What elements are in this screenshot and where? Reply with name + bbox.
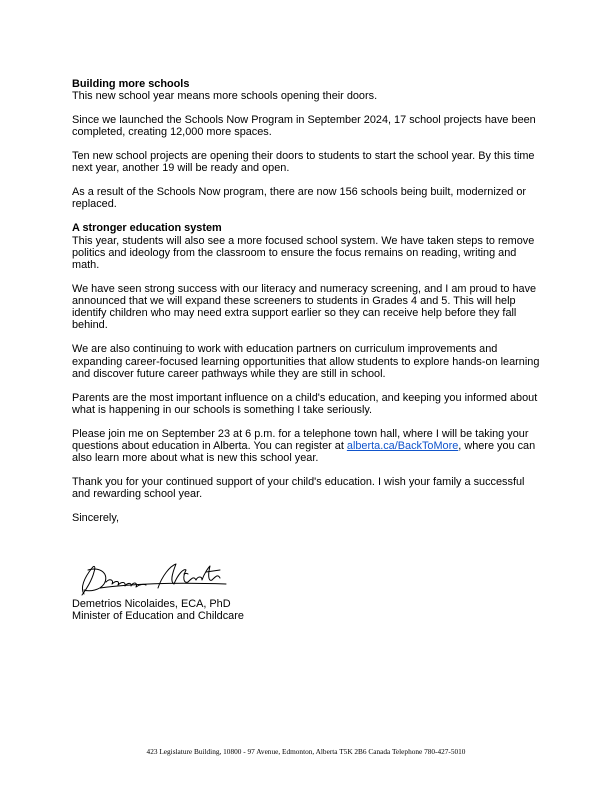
signer-block [72,598,244,623]
closing: Sincerely, [72,512,120,525]
footer-address: 423 Legislature Building, 10800 - 97 Avenue, Edmonton, Alberta T5K 2B6 Canada Telephone 780-427-5010 [146,747,466,756]
heading-stronger-education: A stronger education system [72,222,222,235]
heading-building-schools: Building more schools [72,78,190,90]
intro-stronger-education: This year, students will also see a more focused school system. We have taken steps to remove politics and ideology from the classroom to ensure the focus remains on reading, writing and math. [72,234,535,271]
intro-building-schools: This new school year means more schools opening their doors. [72,90,378,103]
paragraph-new-projects: Ten new school projects are opening their doors to students to start the school year. By this time next year, another 19 will be ready and open. [72,150,535,175]
signer-title: Minister of Education and Childcare [72,610,244,623]
town-hall-text-before: Please join me on September 23 at 6 p.m. for a telephone town hall, where I will be taking your questions about education in Alberta. You can register at [72,427,529,452]
section-building-schools [72,78,544,102]
signature-icon [70,554,270,600]
letter-body [72,78,544,536]
paragraph-town-hall [72,428,544,465]
paragraph-schools-built: As a result of the Schools Now program, there are now 156 schools being built, modernized or replaced. [72,186,527,211]
signer-name: Demetrios Nicolaides, ECA, PhD [72,598,231,610]
paragraph-literacy-screening: We have seen strong success with our literacy and numeracy screening, and I am proud to have announced that we will expand these screeners to students in Grades 4 and 5. This will help identify children who may need extra support earlier so they can receive help before they fall behind. [72,282,537,332]
town-hall-text-after: , where you can also learn more about what is new this school year. [72,439,536,465]
section-stronger-education [72,222,544,271]
paragraph-curriculum: We are also continuing to work with education partners on curriculum improvements and expanding career-focused learning opportunities that allow students to explore hands-on learning and discover future career pathways while they are still in school. [72,343,540,380]
paragraph-thank-you: Thank you for your continued support of your child's education. I wish your family a successful and rewarding school year. [72,476,525,501]
back-to-more-link[interactable]: alberta.ca/BackToMore [346,439,459,452]
paragraph-schools-now-launch: Since we launched the Schools Now Program in September 2024, 17 school projects have been completed, creating 12,000 more spaces. [72,114,536,139]
paragraph-parents: Parents are the most important influence on a child's education, and keeping you informed about what is happening in our schools is something I take seriously. [72,391,538,416]
